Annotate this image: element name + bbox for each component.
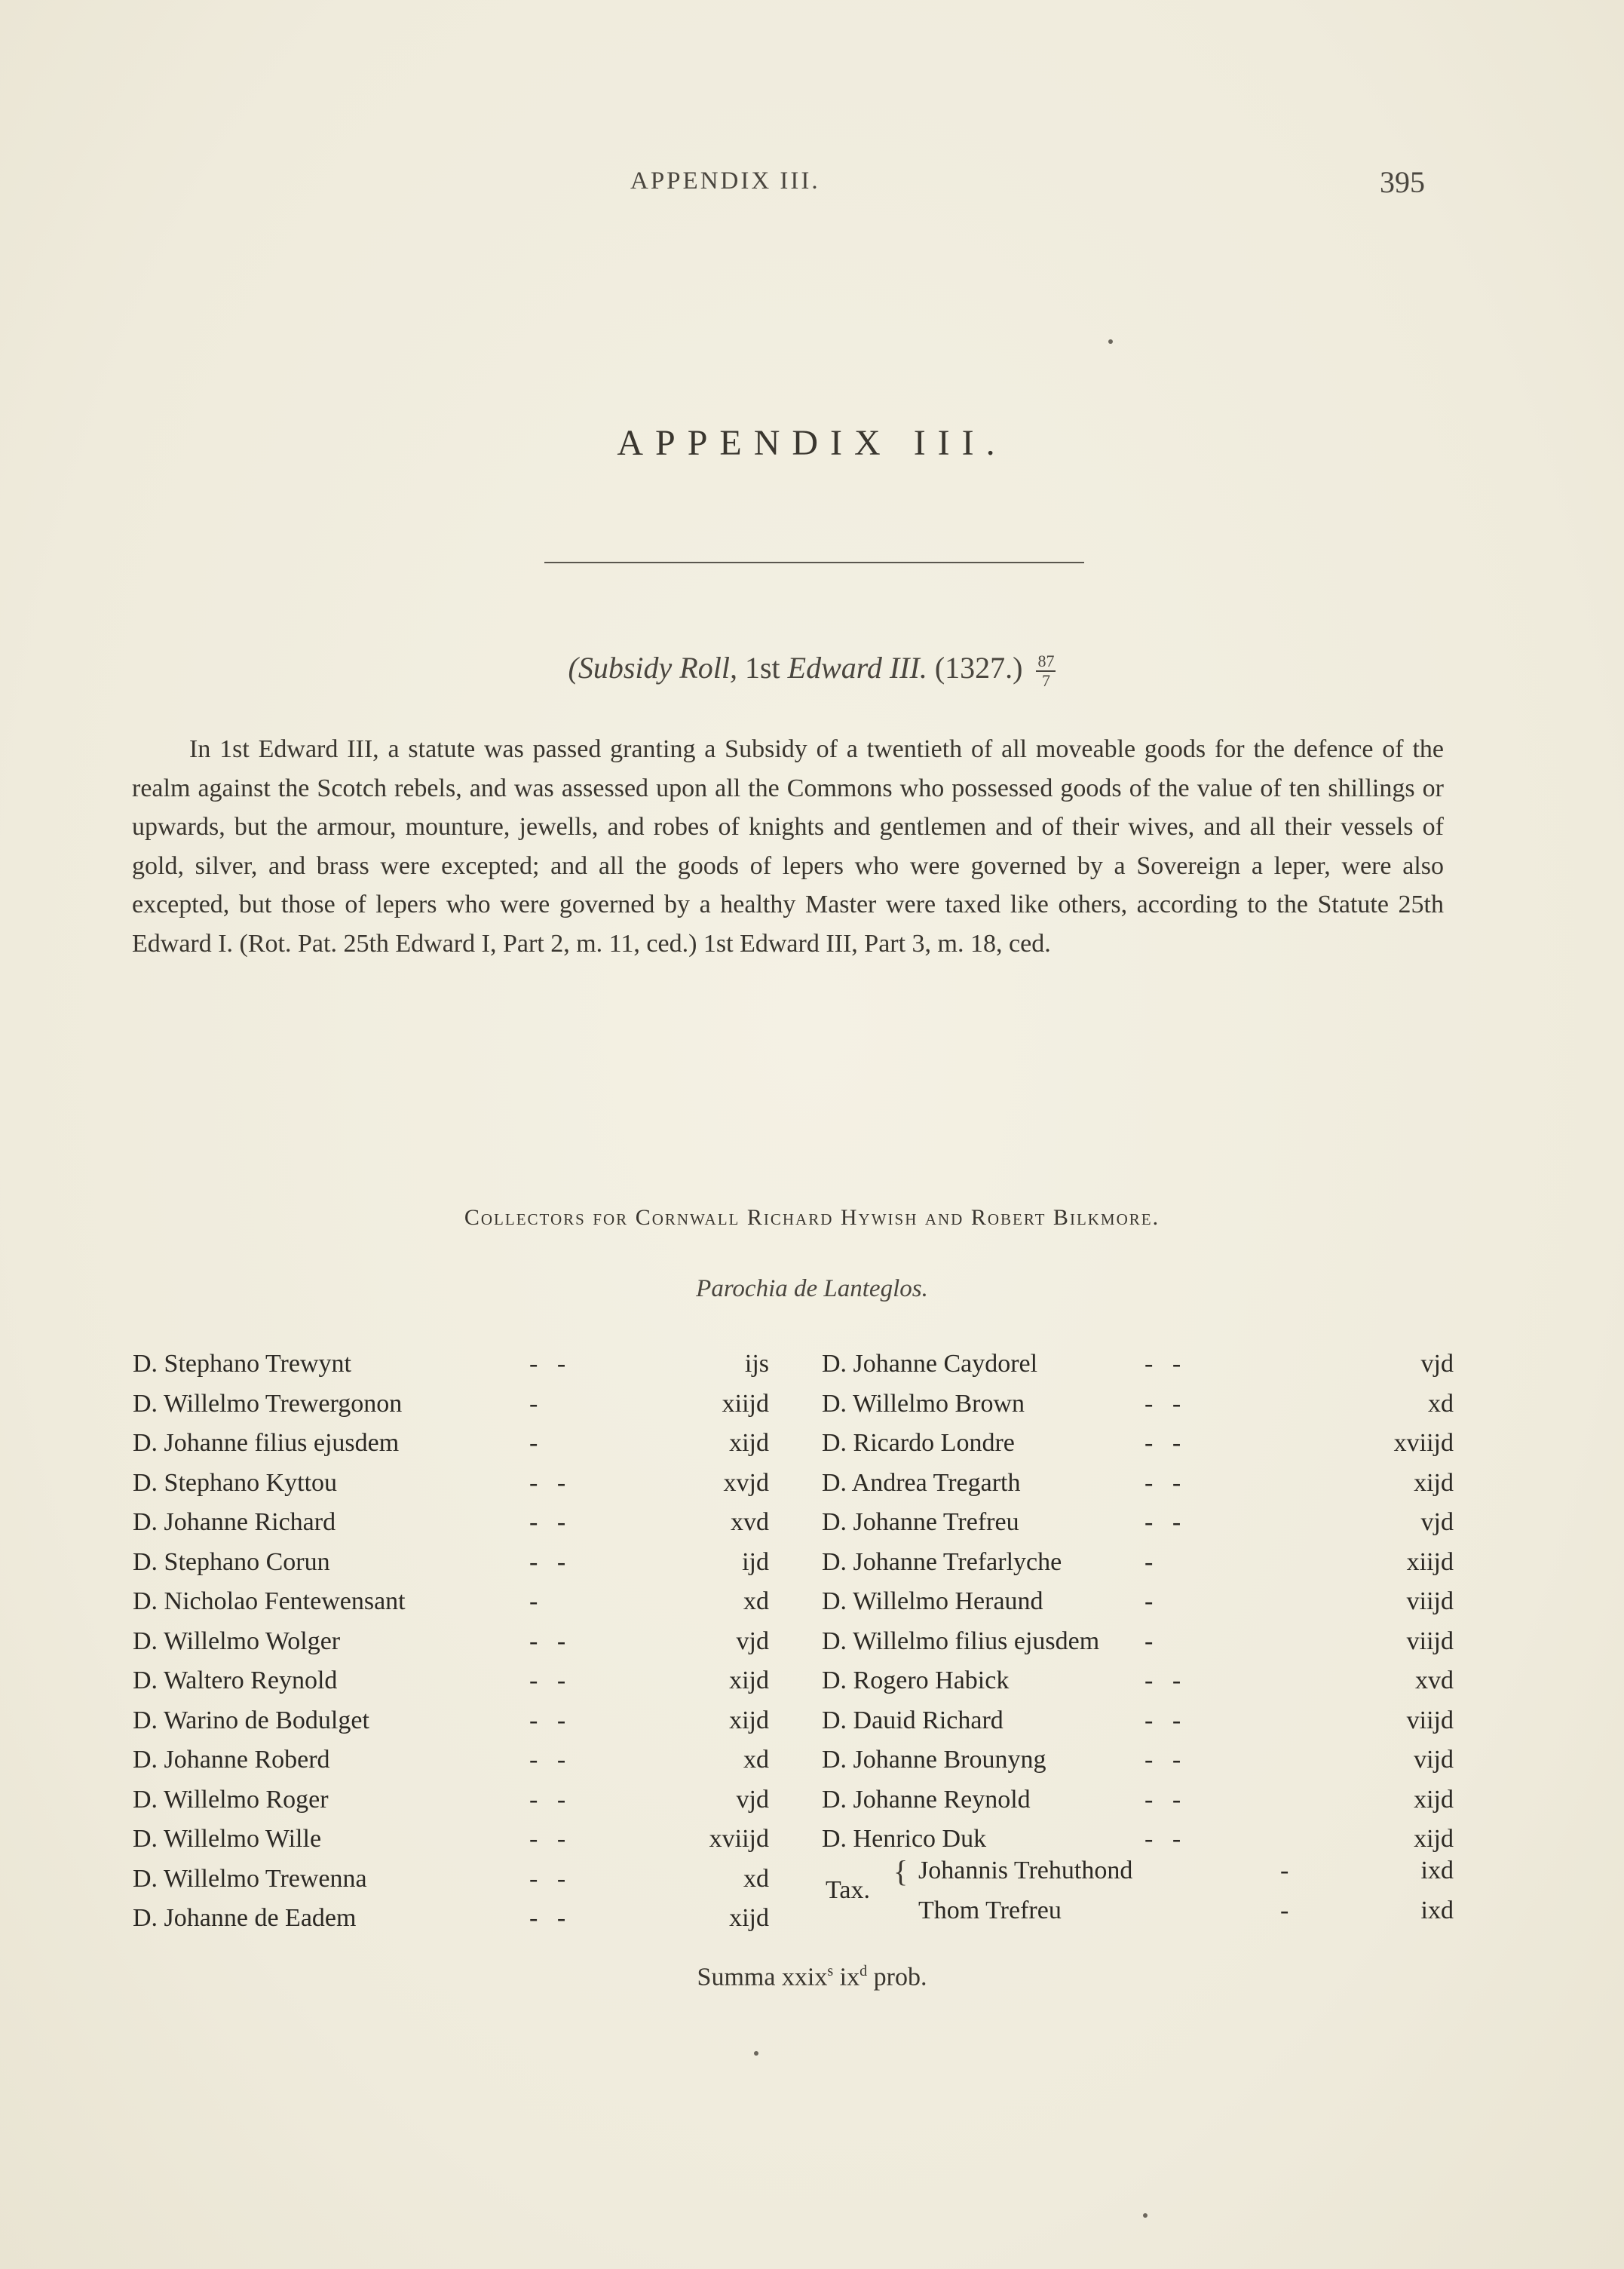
entry-name: D. Willelmo Heraund — [822, 1587, 1043, 1615]
entry-amount: xd — [743, 1746, 769, 1774]
entry-dashes: - - — [1144, 1350, 1181, 1378]
entry-name: D. Johanne filius ejusdem — [133, 1429, 400, 1457]
entry-name: D. Willelmo Roger — [133, 1785, 329, 1814]
entry-name: D. Dauid Richard — [822, 1706, 1004, 1734]
appendix-title: APPENDIX III. — [617, 423, 1007, 463]
entry-name: D. Henrico Duk — [822, 1825, 987, 1853]
entry-amount: xijd — [729, 1904, 769, 1932]
collectors-heading: Collectors for Cornwall Richard Hywish and Robert Bilkmore. — [464, 1205, 1160, 1230]
entry-dashes: - - — [529, 1785, 566, 1814]
entry-amount: ijs — [744, 1350, 769, 1378]
entry-amount: vjd — [736, 1785, 769, 1814]
entry-amount: vjd — [736, 1627, 769, 1655]
entry-name: D. Johanne Trefarlyche — [822, 1547, 1062, 1576]
entry-amount: vjd — [1420, 1508, 1454, 1536]
entry-dashes: - - — [1144, 1508, 1181, 1536]
entry-amount: xvjd — [723, 1468, 769, 1497]
entry-name: D. Willelmo Brown — [822, 1389, 1025, 1418]
fraction-numerator: 87 — [1037, 651, 1055, 670]
entry-name: D. Willelmo Wille — [133, 1825, 322, 1853]
entry-amount: xijd — [729, 1666, 769, 1694]
entry-amount: xd — [743, 1864, 769, 1893]
entry-name: D. Johanne Caydorel — [822, 1350, 1038, 1378]
parish-heading: Parochia de Lanteglos. — [696, 1275, 928, 1302]
reference-fraction — [1036, 652, 1056, 690]
entry-amount: xijd — [729, 1429, 769, 1457]
entry-dashes: - - — [1144, 1389, 1181, 1418]
entry-dashes: - - — [1144, 1785, 1181, 1814]
entry-amount: xvd — [731, 1508, 769, 1536]
paper-speck — [1108, 339, 1113, 344]
entry-dashes: - - — [529, 1746, 566, 1774]
entry-amount: xiijd — [1406, 1547, 1454, 1576]
entry-dashes: - — [529, 1389, 538, 1418]
entry-dashes: - — [529, 1587, 538, 1615]
entry-name: D. Willelmo Trewergonon — [133, 1389, 403, 1418]
entry-amount: viijd — [1406, 1587, 1454, 1615]
entry-name: Johannis Trehuthond — [918, 1857, 1133, 1884]
entry-dashes: - - — [529, 1350, 566, 1378]
entry-amount: xd — [1428, 1389, 1454, 1418]
entry-amount: ijd — [742, 1547, 769, 1576]
fraction-denominator: 7 — [1041, 670, 1050, 690]
entry-name: D. Willelmo Trewenna — [133, 1864, 367, 1893]
entry-amount: viijd — [1406, 1627, 1454, 1655]
entry-name: D. Johanne Brounyng — [822, 1746, 1046, 1774]
entry-dashes: - - — [529, 1627, 566, 1655]
subtitle-part3: Edward III. — [780, 651, 935, 685]
entry-name: D. Andrea Tregarth — [822, 1468, 1021, 1497]
entry-dashes: - - — [1144, 1706, 1181, 1734]
title-rule — [544, 562, 1084, 563]
intro-paragraph: In 1st Edward III, a statute was passed granting a Subsidy of a twentieth of all moveable goods for the defence of the realm against the Scotch rebels, and was assessed upon all the Commons who possessed goods of the value of ten shillings or upwards, but the armour, mounture, jewells, and robes of knights and gentlemen and of their wives, and all their vessels of gold, silver, and brass were excepted; and all the goods of lepers who were governed by a Sovereign a leper, were also excepted, but those of lepers who were governed by a healthy Master were taxed like others, according to the Statute 25th Edward I. (Rot. Pat. 25th Edward I, Part 2, m. 11, ced.) 1st Edward III, Part 3, m. 18, ced. — [132, 735, 1444, 958]
entry-dashes: - - — [1144, 1746, 1181, 1774]
summa-s: s — [827, 1963, 834, 1979]
entry-name: D. Willelmo filius ejusdem — [822, 1627, 1100, 1655]
subsidy-roll-subtitle — [0, 650, 1624, 690]
summa-text: Summa xxix — [697, 1963, 828, 1992]
entry-amount: xijd — [729, 1706, 769, 1734]
entry-dashes: - - — [1144, 1468, 1181, 1497]
tax-brace: { — [893, 1854, 909, 1888]
entry-dashes: - - — [1144, 1429, 1181, 1457]
entry-name: D. Waltero Reynold — [133, 1666, 338, 1694]
entry-dashes: - — [1280, 1857, 1289, 1884]
subtitle-year: (1327.) — [934, 651, 1023, 685]
summa-end: prob. — [867, 1963, 927, 1992]
entry-name: D. Ricardo Londre — [822, 1429, 1015, 1457]
entry-name: Thom Trefreu — [918, 1896, 1062, 1924]
entry-amount: xvd — [1415, 1666, 1454, 1694]
entry-amount: xiijd — [722, 1389, 769, 1418]
entry-amount: xviijd — [1393, 1429, 1454, 1457]
entry-amount: xijd — [1414, 1468, 1454, 1497]
page-number: 395 — [1380, 165, 1425, 199]
entry-name: D. Johanne de Eadem — [133, 1904, 357, 1932]
entry-dashes: - - — [529, 1706, 566, 1734]
entry-dashes: - - — [1144, 1666, 1181, 1694]
entry-name: D. Nicholao Fentewensant — [133, 1587, 406, 1615]
entry-name: D. Willelmo Wolger — [133, 1627, 341, 1655]
entry-dashes: - - — [529, 1666, 566, 1694]
entry-dashes: - - — [529, 1904, 566, 1932]
entry-dashes: - - — [1144, 1825, 1181, 1853]
entry-dashes: - — [1144, 1547, 1154, 1576]
entry-amount: xijd — [1414, 1825, 1454, 1853]
entry-amount: xijd — [1414, 1785, 1454, 1814]
entry-dashes: - - — [529, 1864, 566, 1893]
subtitle-part1: (Subsidy Roll, — [568, 651, 745, 685]
entry-dashes: - - — [529, 1508, 566, 1536]
entry-amount: ixd — [1420, 1857, 1454, 1884]
entry-name: D. Warino de Bodulget — [133, 1706, 369, 1734]
entry-dashes: - - — [529, 1825, 566, 1853]
entry-amount: vjd — [1420, 1350, 1454, 1378]
entry-name: D. Rogero Habick — [822, 1666, 1010, 1694]
entry-amount: ixd — [1420, 1896, 1454, 1924]
entry-amount: xviijd — [709, 1825, 769, 1853]
entry-name: D. Stephano Corun — [133, 1547, 330, 1576]
paper-speck — [754, 2051, 758, 2056]
entry-amount: vijd — [1414, 1746, 1454, 1774]
subtitle-part2: 1st — [744, 651, 780, 685]
entry-name: D. Stephano Trewynt — [133, 1350, 351, 1378]
entry-dashes: - — [1144, 1587, 1154, 1615]
summa-d: d — [859, 1963, 868, 1979]
running-head: APPENDIX III. — [630, 167, 820, 195]
summa-mid: ix — [833, 1963, 860, 1992]
entry-name: D. Johanne Richard — [133, 1508, 336, 1536]
entry-name: D. Stephano Kyttou — [133, 1468, 338, 1497]
summa-total — [0, 1963, 1624, 1992]
entry-name: D. Johanne Roberd — [133, 1746, 330, 1774]
entry-amount: viijd — [1406, 1706, 1454, 1734]
paper-speck — [1143, 2213, 1148, 2218]
entry-dashes: - — [1280, 1896, 1289, 1924]
entry-name: D. Johanne Trefreu — [822, 1508, 1019, 1536]
entry-dashes: - — [1144, 1627, 1154, 1655]
entry-dashes: - - — [529, 1547, 566, 1576]
entry-name: D. Johanne Reynold — [822, 1785, 1031, 1814]
entry-dashes: - - — [529, 1468, 566, 1497]
entry-dashes: - — [529, 1429, 538, 1457]
tax-label: Tax. — [826, 1876, 870, 1904]
entry-amount: xd — [743, 1587, 769, 1615]
